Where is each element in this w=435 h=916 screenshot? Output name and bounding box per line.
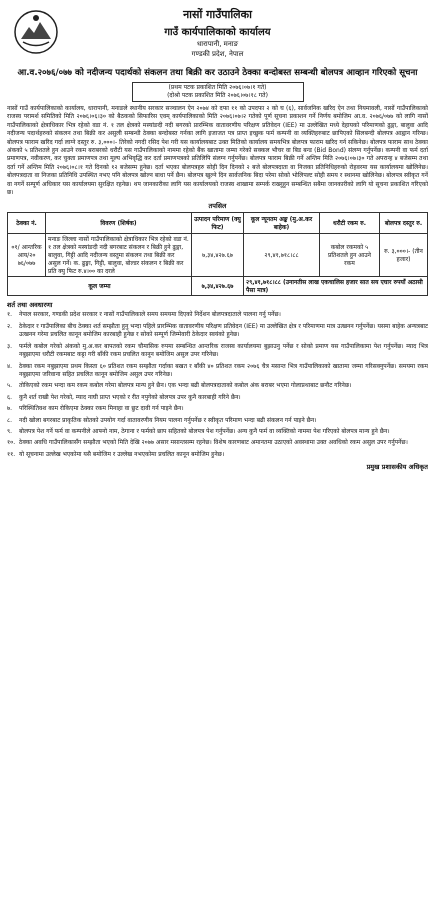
condition-text: फर्मले कबोल गरेको अंकको मु.अ.कर बापतको रकम चौमासिक रुपमा सम्बन्धित आन्तरिक राजस्व कार्यालयमा बुझाउनु पर्नेछ र सोको प्रमाण यस गाउँपालिकामा पेश गर्नुपर्नेछ। म्याद भित्र नबुझाएमा धरौटी रकमबाट कट्टा गरी बाँकी रकम प्रचलित कानून बमोजिम असुल उपर गरिनेछ। — [19, 342, 428, 359]
condition-text: ठेक्का अवधि गाउँपालिकासँग सम्झौता भएको मिति देखि २०७७ असार मसान्तसम्म रहनेछ। विशेष कारणबाट अमानतमा उठाएको अवस्थामा उक्त अवधिको रकम असुल उपर गर्नुपर्नेछ। — [19, 439, 408, 447]
condition-number: ९. — [7, 427, 13, 435]
cell-deposit: कबोल रकमको ५ प्रतिशतले हुन आउने रकम — [320, 234, 380, 277]
notice-title: आ.व.२०७६/०७७ को नदीजन्य पदार्थको संकलन तथा बिक्री कर उठाउने ठेक्का बन्दोबस्त सम्बन्धी बोलपत्र आव्हान गरिएको सूचना — [17, 68, 418, 78]
office-address: धारापानी, मनाङ — [196, 40, 239, 48]
cell-quantity: ७,३४,४२७.६७ — [192, 234, 244, 277]
conditions-list — [7, 311, 428, 459]
publication-second: (दोश्रो पटक प्रकाशित मिति २०७६।०७।१८ गते) — [167, 92, 268, 99]
condition-text: नदी खोला बगरबाट प्राकृतिक स्रोतको उपयोग गर्दा वातावरणीय नियम पालना गर्नुपर्नेछ र स्वीकृत परिमाण भन्दा बढी संकलन गर्न पाइने छैन। — [19, 416, 317, 424]
signature: प्रमुख प्रशासकीय अधिकृत — [366, 463, 428, 472]
table-total-row — [8, 277, 428, 296]
condition-item — [7, 417, 428, 425]
col-header-fee: बोलपत्र दस्तुर रु. — [380, 213, 428, 234]
municipality-name: नासों गाउँपालिका — [183, 8, 252, 21]
office-province: गण्डकी प्रदेश, नेपाल — [191, 50, 244, 58]
cell-description: मनाङ जिल्ला नासों गाउँपालिकाको क्षेत्राधिकार भित्र रहेको वडा नं. १ तल क्षेत्रको मस्यांङदी नदी बगरबाट संकलन र बिक्री हुने ढुङ्गा, बालुवा, गिट्टी आदि नदीजन्य वस्तुमा संकलन तथा बिक्री कर असुल गर्ने। क. ढुङ्गा, गिट्टी, बालुवा, बोल्डर संकलन र बिक्री कर प्रति क्यु फिट रु.४।०० का दरले — [46, 234, 192, 277]
cell-contract-no: ०१/ आन्तरिक आय/२० ७६/०७७ — [8, 234, 46, 277]
notice-page — [7, 6, 428, 904]
total-label: कूल जम्मा — [8, 277, 192, 296]
cell-min-amount: २९,४१,७१८।८८ — [244, 234, 320, 277]
condition-item — [7, 394, 428, 402]
condition-item — [7, 405, 428, 413]
condition-item — [7, 343, 428, 360]
condition-number: ६. — [7, 393, 13, 401]
table-header-row — [8, 213, 428, 234]
nepal-emblem-icon — [13, 9, 59, 55]
total-amount: २९,४१,७१८।८८ (उनानतीस लाख एकचालिस हजार सात सय एघार रुपयाँ अठासी पैसा मात्र) — [244, 277, 428, 296]
col-header-description: विवरण (शिर्षक) — [46, 213, 192, 234]
condition-text: परिस्थितिवश काम रोकिएमा ठेक्का रकम मिनाहा वा छुट दावी गर्न पाइने छैन। — [19, 405, 184, 413]
condition-number: १०. — [7, 439, 16, 447]
condition-item — [7, 451, 428, 459]
condition-number: ४. — [7, 362, 13, 370]
condition-item — [7, 428, 428, 436]
condition-number: ११. — [7, 450, 16, 458]
condition-text: नेपाल सरकार, गण्डकी प्रदेश सरकार र नासों गाउँपालिकाले समय समयमा दिएको निर्देशन बोलपत्रदाताले पालना गर्नु पर्नेछ। — [19, 311, 281, 319]
bid-table — [7, 212, 428, 296]
condition-text: ठेक्का रकम नबुझाएमा प्रथम किस्ता ६० प्रतिशत रकम सम्झौता गर्दाका बखत र बाँकी ४० प्रतिशत रकम २०७६ चैत्र मसान्त भित्र गाउँपालिकाको खातामा जम्मा गरिसक्नुपर्नेछ। समयमा रकम नबुझाएमा जरिवाना सहित प्रचलित कानून बमोजिम असुल उपर गरिनेछ। — [19, 362, 428, 378]
publication-first: (प्रथम पटक प्रकाशित मिति २०७६।०७।१ गते) — [168, 84, 267, 91]
condition-number: २. — [7, 322, 13, 330]
condition-item — [7, 439, 428, 447]
condition-item — [7, 363, 428, 380]
cell-fee: रु. ३,०००।- (तीन हजार) — [380, 234, 428, 277]
total-quantity: ७,३४,४२७.६७ — [192, 277, 244, 296]
col-header-no: ठेक्का नं. — [8, 213, 46, 234]
condition-text: कुनै शर्त राखी पेश गरेको, म्याद नाघी प्राप्त भएको र रीत नपुगेको बोलपत्र उपर कुनै कारबाही गरिने छैन। — [19, 393, 241, 401]
condition-item — [7, 323, 428, 340]
condition-number: ३. — [7, 342, 13, 350]
letterhead — [7, 7, 428, 65]
condition-text: ठेकेदार र गाउँपालिका बीच ठेक्का शर्त सम्झौता हुनु भन्दा पहिले प्रारम्भिक वातावरणीय परिक्षण प्रतिवेदन (IEE) मा उल्लेखित क्षेत्र र परिमाणमा मात्र उत्खनन गर्नुपर्नेछ। यसमा बाहेक अन्यत्रबाट उत्खनन गरेमा प्रचलित कानून बमोजिम कारबाही हुनेछ र सोको सम्पूर्ण जिम्मेवारी ठेकेदार स्वयंको हुनेछ। — [19, 322, 428, 339]
intro-paragraph: नासों गाउँ कार्यपालिकाको कार्यालय, धारापानी, मनाङले स्थानीय सरकार सञ्चालन ऐन २०७४ को दफा ११ को उपदफा २ को घ (६), सार्वजनिक खरिद ऐन तथा नियमावली, नासों गाउँपालिकाको राजस्व परामर्श समितिको मिति २०७६।०६।३० को बैठकको सिफारिस एवम् कार्यपालिकाको मिति २०७६।०७।२ गतेको पूर्ण सूचना प्रकाशन गर्ने निर्णय बमोजिम आ.व. २०७६/०७७ को लागि नासों गाउँपालिकाको क्षेत्राधिकार भित्र रहेको वडा नं. १ तल क्षेत्रको मस्यांङदी नदी बगरको प्रारम्भिक वातावरणीय परिक्षण प्रतिवेदन (IEE) मा उल्लेखित मध्ये देहायको परिमाणको ढुङ्गा, बालुवा आदि नदीजन्य पदार्थहरुको संकलन तथा बिक्री कर असुली सम्बन्धी ठेक्का बन्दोबस्त गर्नका लागि इजाजत पत्र प्राप्त इच्छुक फर्म कम्पनी वा व्यक्तिहरुबाट छापिएको सिलबन्दी बोलपत्र आह्वान गरिन्छ। बोलपत्र फाराम खरिद गर्दा लाग्ने दस्तुर रु. ३,०००।- तिरेको नगदी रसिद पेश गरी यस कार्यालयबाट उक्त मितिको कार्यालय समयभित्र बोलपत्र फाराम खरिद गर्न सकिनेछ। बोलपत्र फाराम साथ ठेक्का अंकको ५ प्रतिशतले हुन आउने रकम बराबरको धरौटी यस गाउँपालिकाको नाममा रहेको बैंक खातामा जम्मा गरेको सक्कल भौचर वा बिड बन्ड (Bid Bond) संलग्न गर्नुपर्नेछ। कम्पनी वा फर्म दर्ता प्रमाणपत्र, नवीकरण, कर चुक्ता प्रमाणपत्र तथा मूल्य अभिवृद्धि कर दर्ता प्रमाणपत्रको प्रतिलिपि संलग्न गर्नुपर्नेछ। बोलपत्र फाराम बिक्री गर्ने अन्तिम मिति २०७६।०७।३० गते अपरान्ह ४ बजेसम्म तथा दर्ता गर्ने अन्तिम मिति २०७६।०८।१ गते दिनको १२ बजेसम्म हुनेछ। दर्ता भएका बोलपत्रहरु सोही दिन दिनको २ बजे बोलपत्रदाता वा निजका प्रतिनिधिहरुको रोहवरमा यस कार्यालयमा खोलिनेछ। बोलपत्रदाता वा निजका प्रतिनिधि उपस्थित नभए पनि बोलपत्र खोल्न बाधा पर्ने छैन। बोलपत्र खुल्ने दिन सार्वजनिक बिदा परेमा सोको भोलिपल्ट सोही समय र स्थानमा खोलिनेछ। बोलपत्र स्वीकृत गर्ने वा नगर्ने सम्पूर्ण अधिकार यस कार्यालयमा सुरक्षित रहनेछ। थप जानकारीका लागि यस कार्यालयको राजस्व शाखामा सम्पर्क राख्नुहुन सम्बन्धित सबैमा जानकारीको लागि यो सूचना प्रकाशित गरिएको छ। — [7, 105, 428, 197]
condition-text: तोकिएको रकम भन्दा कम रकम कबोल गरेमा बोलपत्र मान्य हुने छैन। एक भन्दा बढी बोलपत्रदाताको कबोल अंक बराबर भएमा गोलाप्रथाबाट छनौट गरिनेछ। — [19, 382, 352, 390]
condition-text: यो सूचनामा उल्लेख भएकोमा यसै बमोजिम र उल्लेख नभएकोमा प्रचलित कानून बमोजिम हुनेछ। — [19, 450, 225, 458]
condition-item — [7, 382, 428, 390]
condition-number: १. — [7, 311, 13, 319]
col-header-deposit: धरौटी रकम रु. — [320, 213, 380, 234]
condition-number: ५. — [7, 382, 13, 390]
condition-item — [7, 311, 428, 319]
conditions-title: शर्त तथा अवधारणा — [7, 301, 53, 310]
col-header-quantity: उत्पादन परिमाण (क्यु फिट) — [192, 213, 244, 234]
table-row — [8, 234, 428, 277]
office-name: गाउँ कार्यपालिकाको कार्यालय — [164, 27, 271, 38]
col-header-min-amount: कूल न्यूनतम अङ्क (मु.अ.कर बाहेक) — [244, 213, 320, 234]
publication-dates — [132, 82, 304, 102]
condition-number: ७. — [7, 405, 13, 413]
condition-text: बोलपत्र पेश गर्ने फर्म वा कम्पनीले आफ्नो नाम, ठेगाना र फर्मको छाप सहितको बोलपत्र पेश गर्नुपर्नेछ। अन्य कुनै फर्म वा व्यक्तिको नाममा पेश गरिएको बोलपत्र मान्य हुने छैन। — [19, 427, 390, 435]
condition-number: ८. — [7, 416, 13, 424]
table-caption: तपसिल — [208, 202, 227, 211]
